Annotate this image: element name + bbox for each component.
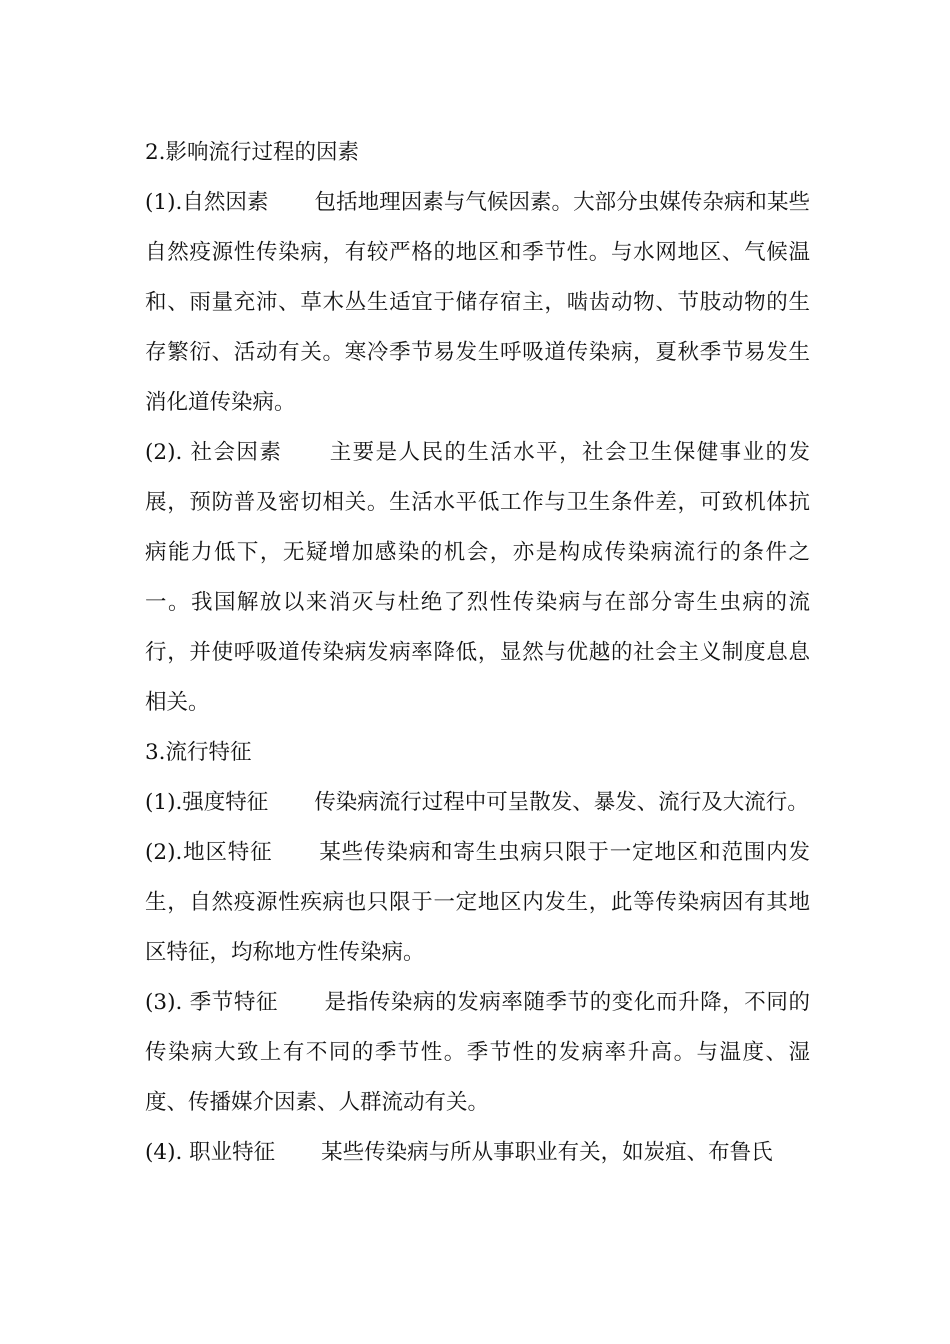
item-label: (3). 季节特征 xyxy=(145,990,279,1015)
document-body xyxy=(145,128,810,1178)
item-text: 包括地理因素与气候因素。大部分虫媒传杂病和某些自然疫源性传染病，有较严格的地区和季节性。与水网地区、气候温和、雨量充沛、草木丛生适宜于储存宿主，啮齿动物、节肢动物的生存繁衍、活动有关。寒冷季节易发生呼吸道传染病，夏秋季节易发生消化道传染病。 xyxy=(145,190,810,415)
item-text: 某些传染病与所从事职业有关，如炭疽、布鲁氏 xyxy=(321,1140,773,1165)
section-heading-influencing-factors: 2.影响流行过程的因素 xyxy=(145,140,360,165)
paragraph-occupational-feature xyxy=(145,1128,810,1178)
section-heading-epidemic-features: 3.流行特征 xyxy=(145,740,252,765)
item-label: (4). 职业特征 xyxy=(145,1140,276,1165)
item-label: (2). 社会因素 xyxy=(145,440,283,465)
paragraph-natural-factors xyxy=(145,178,810,428)
item-text: 传染病流行过程中可呈散发、暴发、流行及大流行。 xyxy=(314,790,809,815)
item-label: (1).强度特征 xyxy=(145,790,269,815)
paragraph-social-factors xyxy=(145,428,810,728)
paragraph-regional-feature xyxy=(145,828,810,978)
paragraph-seasonal-feature xyxy=(145,978,810,1128)
paragraph-intensity-feature xyxy=(145,778,810,828)
item-label: (2).地区特征 xyxy=(145,840,273,865)
item-label: (1).自然因素 xyxy=(145,190,269,215)
item-text: 某些传染病和寄生虫病只限于一定地区和范围内发生，自然疫源性疾病也只限于一定地区内发生，此等传染病因有其地区特征，均称地方性传染病。 xyxy=(145,840,810,965)
item-text: 主要是人民的生活水平，社会卫生保健事业的发展，预防普及密切相关。生活水平低工作与卫生条件差，可致机体抗病能力低下，无疑增加感染的机会，亦是构成传染病流行的条件之一。我国解放以来消灭与杜绝了烈性传染病与在部分寄生虫病的流行，并使呼吸道传染病发病率降低，显然与优越的社会主义制度息息相关。 xyxy=(145,440,810,715)
item-text: 是指传染病的发病率随季节的变化而升降，不同的传染病大致上有不同的季节性。季节性的发病率升高。与温度、湿度、传播媒介因素、人群流动有关。 xyxy=(145,990,810,1115)
